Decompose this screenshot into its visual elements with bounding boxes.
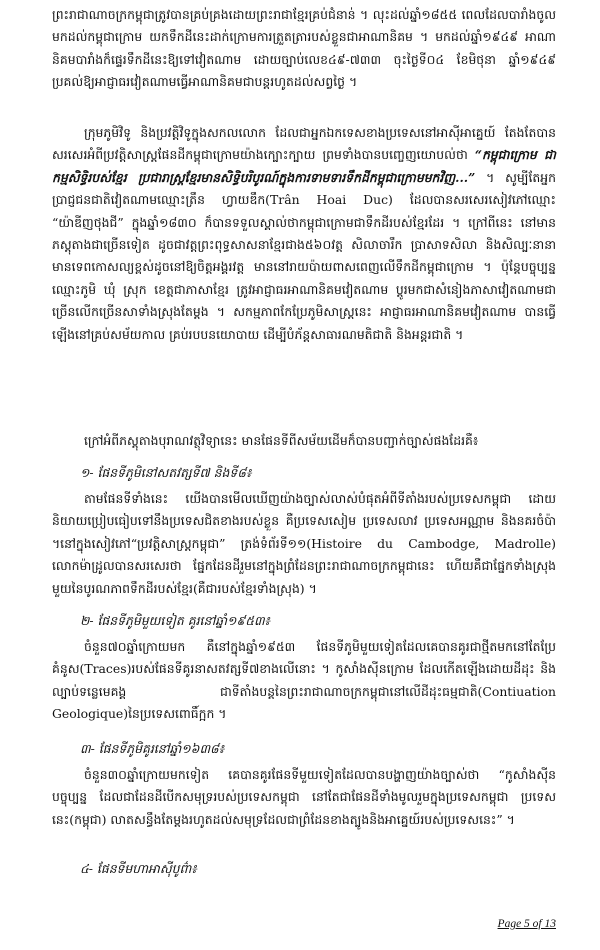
paragraph-2-quote: “កម្ពុជាក្រោម ជាកម្មសិទ្ធិរបស់ខ្មែរ ប្រជារាស្ត្រខ្មែរមានសិទ្ធិបរិបូរណ៍ក្នុងការទាមទារទឹកដីកម្ពុជាក្រោមមកវិញ...” <box>52 147 556 185</box>
section-heading-1: ១- ផែនទីភូមិនៅសតវត្សទី៧ និងទី៨៖ <box>80 465 252 480</box>
paragraph-2-rest: ។ សូម្បីតែអ្នកប្រាជ្ញជនជាតិវៀតណាមឈ្មោះត្រឹន ហ្វាយឌឹក(Trân Hoai Duc) ដែលបានសរសេរសៀវភៅឈ្មោះ “យ៉ាឌីញថុងជី” ក្នុងឆ្នាំ១៨៣០ ក៏បានទទួលស្គាល់ថាកម្ពុជាក្រោមជាទឹកដីរបស់ខ្មែរដែរ ។ ក្រៅពីនេះ នៅមានភស្តុតាងជាច្រើនទៀត ដូចជាវត្តព្រះពុទ្ធសាសនាខ្មែរជាង៥៦០វត្ត សិលាចារឹក ប្រាសាទសិលា និងសិល្បៈនានាមានទេពកោសល្យខ្ពស់ដូចនៅឱ្យចិត្តអង្គរវត្ត មាននៅរាយប៉ាយពាសពេញលើទឹកដីកម្ពុជាក្រោម ។ ប៉ុន្តែបច្ចុប្បន្នឈ្មោះភូមិ ឃុំ ស្រុក ខេត្តជាភាសាខ្មែរ ត្រូវអាជ្ញាធរអាណានិគមវៀតណាម ប្តូរមកជាសំនៀងភាសាវៀតណាមជាច្រើនលើកច្រើនសាទាំងស្រុងតែម្តង ។ សកម្មភាពកែប្រែភូមិសាស្ត្រនេះ អាជ្ញាធរអាណានិគមវៀតណាម បានធ្វើឡើងនៅគ្រប់សម័យកាល គ្រប់របបនយោបាយ ដើម្បីបំភ័ន្តសាធារណមតិជាតិ និងអន្តរជាតិ ។ <box>52 169 556 342</box>
paragraph-4 <box>52 488 556 600</box>
paragraph-2-lead: ក្រុមភូមិវិទូ និងប្រវត្តិវិទូក្នុងសកលលោក ដែលជាអ្នកឯកទេសខាងប្រទេសនៅអាស៊ីអាគ្នេយ៍ តែងតែបានសរសេរអំពីប្រវត្តិសាស្ត្រផែនដីកម្ពុជាក្រោមយ៉ាងក្បោះក្បាយ ព្រមទាំងបានបញ្ចេញយោបល់ថា <box>52 125 556 163</box>
page-number: Page 5 of 13 <box>497 918 556 930</box>
paragraph-6-text: ចំនួន៣០ឆ្នាំក្រោយមកទៀត គេបានគូរផែនទីមួយទៀតដែលបានបង្ហាញយ៉ាងច្បាស់ថា “កូសាំងស៊ីនបច្ចុប្បន្ន ដែលជាដែនដីបើកសមុទ្ររបស់ប្រទេសកម្ពុជា នៅតែជាផែនដីទាំងមូលរួមក្នុងប្រទេសកម្ពុជា ប្រទេសនេះ(កម្ពុជា) លាតសន្ធឹងតែម្តងរហូតដល់សមុទ្រដែលជាព្រំដែនខាងត្បូងនិងអាគ្នេយ៍របស់ប្រទេសនេះ” ។ <box>52 767 556 827</box>
section-heading-3: ៣- ផែនទីភូមិគូរនៅឆ្នាំ១៦៣៨៖ <box>80 741 225 756</box>
section-heading-4: ៤- ផែនទីមហាអាស៊ីបូព៌ា៖ <box>80 861 197 876</box>
paragraph-5 <box>52 636 556 726</box>
paragraph-2 <box>52 122 556 346</box>
paragraph-6 <box>52 764 556 831</box>
paragraph-1 <box>52 4 556 94</box>
paragraph-5-text: ចំនួន៧០ឆ្នាំក្រោយមក គឺនៅក្នុងឆ្នាំ១៩៥៣ ផែនទីភូមិមួយទៀតដែលគេបានគូរជាថ្មីតមកនៅតែប្រែគំនូស(Traces)របស់ផែនទីគូរនាសតវត្សទី៧ខាងលើនោះ ។ កូសាំងស៊ីនក្រោម ដែលកើតឡើងដោយដីដុះ និងល្បាប់ទន្លេមេគង្គ ជាទីតាំងបន្តនៃព្រះរាជាណាចក្រកម្ពុជានៅលើដីដុះធម្មជាតិ(Contiuation Geologique)នៃប្រទេសពោធិ៍ក្អក ។ <box>52 639 556 722</box>
paragraph-3 <box>52 430 556 452</box>
paragraph-4-text: តាមផែនទីទាំងនេះ យើងបានមើលឃើញយ៉ាងច្បាស់លាស់បំផុតអំពីទីតាំងរបស់ប្រទេសកម្ពុជា ដោយនិយាយប្រៀបធៀបទៅនឹងប្រទេសជិតខាងរបស់ខ្លួន គឺប្រទេសសៀម ប្រទេសលាវ ប្រទេសអណ្ណាម និងនគរចំប៉ា ។នៅក្នុងសៀវភៅ“ប្រវត្តិសាស្ត្រកម្ពុជា” ត្រង់ទំព័រទី១១(Histoire du Cambodge, Madrolle) លោកម៉ាដ្រូលបានសរសេរថា ផ្នែកដែនដីរួមនៅក្នុងព្រំដែនព្រះរាជាណាចក្រកម្ពុជានេះ ហើយគឺជាផ្នែកទាំងស្រុងមួយនៃបូរណភាពទឹកដីរបស់ខ្មែរ(គឺជារបស់ខ្មែរទាំងស្រុង) ។ <box>52 491 556 596</box>
paragraph-1-text: ព្រះរាជាណាចក្រកម្ពុជាត្រូវបានគ្រប់គ្រងដោយព្រះរាជាខ្មែរគ្រប់ជំនាន់ ។ លុះដល់ឆ្នាំ១៨៥៥ ពេលដែលបារាំងចូលមកដល់កម្ពុជាក្រោម យកទឹកដីនេះដាក់ក្រោមការត្រួតត្រារបស់ខ្លួនជាអាណានិគម ។ មកដល់ឆ្នាំ១៩៤៩ អាណានិគមបារាំងក៏ផ្ទេរទឹកដីនេះឱ្យទៅវៀតណាម ដោយច្បាប់លេខ៤៩-៧៣៣ ចុះថ្ងៃទី០៤ ខែមិថុនា ឆ្នាំ១៩៤៩ ប្រគល់ឱ្យអាជ្ញាធរវៀតណាមធ្វើអាណានិគមជាបន្តរហូតដល់សព្វថ្ងៃ ។ <box>52 7 556 90</box>
section-heading-2: ២- ផែនទីភូមិមួយទៀត គូរនៅឆ្នាំ១៩៥៣៖ <box>80 613 270 628</box>
paragraph-3-text: ក្រៅអំពីភស្តុតាងបុរាណវត្ថុវិទ្យានេះ មានផែនទីពីសម័យដើមក៏បានបញ្ជាក់ច្បាស់ផងដែរគឺ៖ <box>84 433 479 448</box>
